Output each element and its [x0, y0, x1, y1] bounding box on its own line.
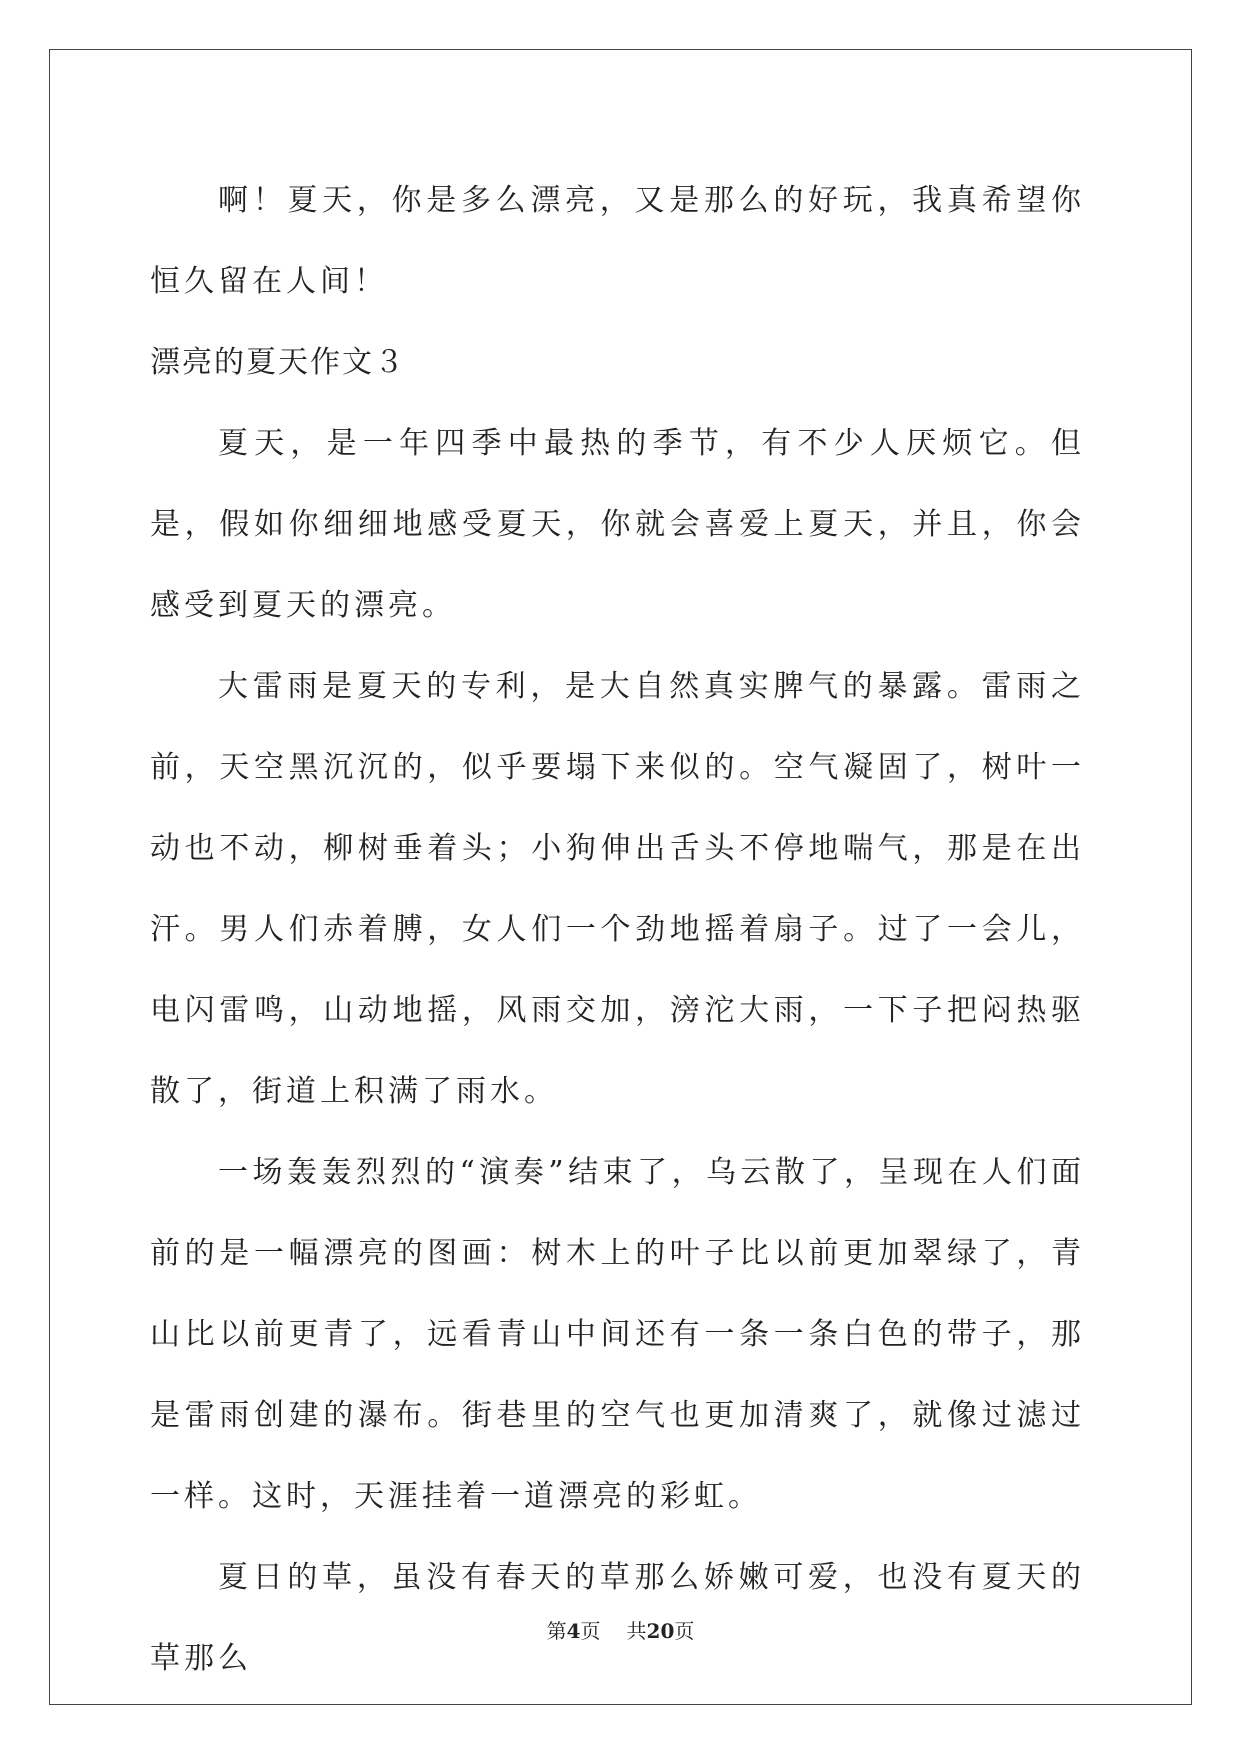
total-prefix: 共: [626, 1619, 647, 1643]
page-suffix: 页: [580, 1619, 601, 1643]
paragraph-1: 夏天，是一年四季中最热的季节，有不少人厌烦它。但是，假如你细细地感受夏天，你就会喜爱上夏天，并且，你会感受到夏天的漂亮。: [150, 426, 1085, 623]
paragraph-4: 夏日的草，虽没有春天的草那么娇嫩可爱，也没有夏天的草那么: [150, 1560, 1085, 1676]
page-prefix: 第: [546, 1619, 567, 1643]
paragraph-2: 大雷雨是夏天的专利，是大自然真实脾气的暴露。雷雨之前，天空黑沉沉的，似乎要塌下来似的。空气凝固了，树叶一动也不动，柳树垂着头；小狗伸出舌头不停地喘气，那是在出汗。男人们赤着膊，女人们一个劲地摇着扇子。过了一会儿，电闪雷鸣，山动地摇，风雨交加，滂沱大雨，一下子把闷热驱散了，街道上积满了雨水。: [150, 669, 1085, 1109]
paragraph-3: 一场轰轰烈烈的“演奏”结束了，乌云散了，呈现在人们面前的是一幅漂亮的图画：树木上的叶子比以前更加翠绿了，青山比以前更青了，远看青山中间还有一条一条白色的带子，那是雷雨创建的瀑布。街巷里的空气也更加清爽了，就像过滤过一样。这时，天涯挂着一道漂亮的彩虹。: [150, 1155, 1085, 1514]
page-footer: [0, 1615, 1241, 1644]
total-suffix: 页: [674, 1619, 695, 1643]
section-title: 漂亮的夏天作文３: [150, 345, 406, 380]
document-body: [150, 160, 1085, 1699]
current-page-number: 4: [566, 1619, 581, 1643]
total-page-count: 20: [646, 1619, 675, 1643]
continuation-paragraph: 啊！夏天，你是多么漂亮，又是那么的好玩，我真希望你恒久留在人间！: [150, 183, 1085, 299]
